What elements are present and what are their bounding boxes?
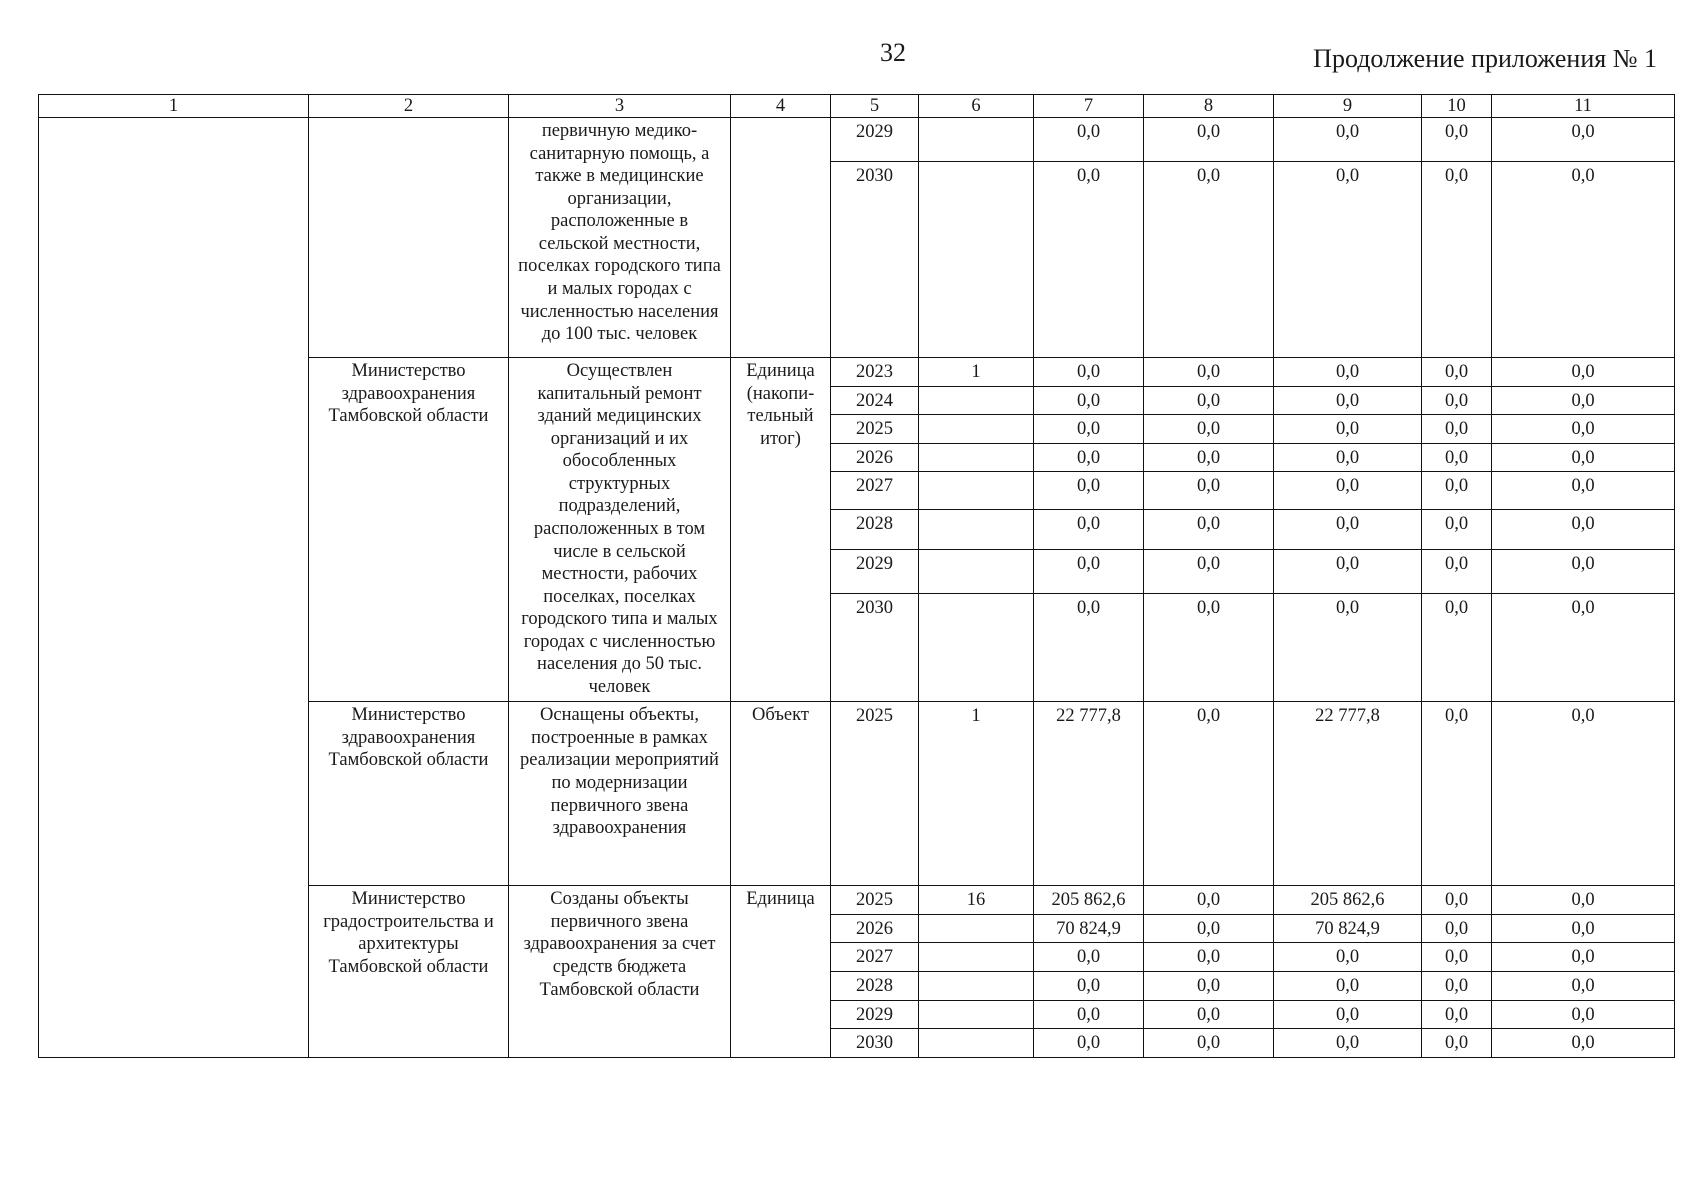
- value-cell-c7: 0,0: [1034, 1029, 1144, 1058]
- value-cell-c7: 205 862,6: [1034, 886, 1144, 915]
- value-cell-c10: 0,0: [1422, 1029, 1492, 1058]
- year-cell: 2029: [831, 118, 919, 162]
- value-cell-c7: 0,0: [1034, 358, 1144, 387]
- appendix-table: [38, 94, 1675, 1058]
- value-cell-c7: 0,0: [1034, 118, 1144, 162]
- value-cell-c6: [919, 943, 1034, 972]
- value-cell-c9: 0,0: [1274, 1000, 1422, 1029]
- column-header: 11: [1492, 95, 1675, 118]
- value-cell-c11: 0,0: [1492, 971, 1675, 1000]
- value-cell-c10: 0,0: [1422, 162, 1492, 358]
- responsible-organization-cell: Министерство градостроительства и архитектуры Тамбовской области: [309, 886, 509, 1057]
- value-cell-c7: 0,0: [1034, 415, 1144, 444]
- value-cell-c9: 0,0: [1274, 415, 1422, 444]
- column-header: 9: [1274, 95, 1422, 118]
- value-cell-c11: 0,0: [1492, 472, 1675, 510]
- value-cell-c9: 0,0: [1274, 550, 1422, 594]
- value-cell-c6: [919, 1000, 1034, 1029]
- value-cell-c9: 0,0: [1274, 386, 1422, 415]
- unit-cell: Единица: [731, 886, 831, 1057]
- column-header: 8: [1144, 95, 1274, 118]
- value-cell-c8: 0,0: [1144, 971, 1274, 1000]
- value-cell-c6: [919, 118, 1034, 162]
- year-cell: 2026: [831, 443, 919, 472]
- value-cell-c6: [919, 971, 1034, 1000]
- result-description-cell: первичную медико-санитарную помощь, а также в медицинские организации, расположенные в сельской местности, поселках городского типа и малых городах с численностью населения до 100 тыс. человек: [509, 118, 731, 358]
- value-cell-c8: 0,0: [1144, 472, 1274, 510]
- value-cell-c9: 0,0: [1274, 358, 1422, 387]
- value-cell-c6: 1: [919, 358, 1034, 387]
- year-cell: 2029: [831, 1000, 919, 1029]
- table-row: [39, 118, 1675, 162]
- year-cell: 2030: [831, 1029, 919, 1058]
- value-cell-c8: 0,0: [1144, 510, 1274, 550]
- column-header: 1: [39, 95, 309, 118]
- result-description-cell: Созданы объекты первичного звена здравоохранения за счет средств бюджета Тамбовской области: [509, 886, 731, 1057]
- value-cell-c11: 0,0: [1492, 443, 1675, 472]
- result-description-cell: Оснащены объекты, построенные в рамках реализации мероприятий по модернизации первичного звена здравоохранения: [509, 702, 731, 886]
- year-cell: 2027: [831, 943, 919, 972]
- value-cell-c7: 0,0: [1034, 510, 1144, 550]
- value-cell-c11: 0,0: [1492, 594, 1675, 702]
- value-cell-c9: 0,0: [1274, 443, 1422, 472]
- value-cell-c10: 0,0: [1422, 386, 1492, 415]
- column-header: 2: [309, 95, 509, 118]
- value-cell-c10: 0,0: [1422, 702, 1492, 886]
- value-cell-c11: 0,0: [1492, 510, 1675, 550]
- value-cell-c10: 0,0: [1422, 550, 1492, 594]
- value-cell-c6: [919, 550, 1034, 594]
- value-cell-c6: [919, 415, 1034, 444]
- value-cell-c8: 0,0: [1144, 118, 1274, 162]
- unit-cell: Объект: [731, 702, 831, 886]
- value-cell-c10: 0,0: [1422, 472, 1492, 510]
- value-cell-c8: 0,0: [1144, 550, 1274, 594]
- year-cell: 2025: [831, 702, 919, 886]
- column-header: 4: [731, 95, 831, 118]
- value-cell-c6: 1: [919, 702, 1034, 886]
- value-cell-c9: 0,0: [1274, 510, 1422, 550]
- value-cell-c8: 0,0: [1144, 1000, 1274, 1029]
- year-cell: 2026: [831, 914, 919, 943]
- value-cell-c9: 0,0: [1274, 943, 1422, 972]
- value-cell-c10: 0,0: [1422, 1000, 1492, 1029]
- column-header: 5: [831, 95, 919, 118]
- value-cell-c7: 0,0: [1034, 443, 1144, 472]
- value-cell-c6: [919, 1029, 1034, 1058]
- value-cell-c11: 0,0: [1492, 886, 1675, 915]
- value-cell-c6: [919, 510, 1034, 550]
- value-cell-c10: 0,0: [1422, 510, 1492, 550]
- value-cell-c10: 0,0: [1422, 886, 1492, 915]
- value-cell-c7: 70 824,9: [1034, 914, 1144, 943]
- responsible-organization-cell: [309, 118, 509, 358]
- value-cell-c8: 0,0: [1144, 886, 1274, 915]
- table-body: [39, 95, 1675, 1058]
- value-cell-c9: 205 862,6: [1274, 886, 1422, 915]
- appendix-continuation-title: Продолжение приложения № 1: [1313, 44, 1657, 73]
- value-cell-c9: 0,0: [1274, 472, 1422, 510]
- value-cell-c9: 0,0: [1274, 118, 1422, 162]
- column-header: 10: [1422, 95, 1492, 118]
- value-cell-c6: [919, 914, 1034, 943]
- value-cell-c10: 0,0: [1422, 971, 1492, 1000]
- column-header: 6: [919, 95, 1034, 118]
- value-cell-c11: 0,0: [1492, 415, 1675, 444]
- value-cell-c6: [919, 443, 1034, 472]
- value-cell-c11: 0,0: [1492, 1029, 1675, 1058]
- value-cell-c11: 0,0: [1492, 1000, 1675, 1029]
- value-cell-c7: 0,0: [1034, 386, 1144, 415]
- value-cell-c9: 0,0: [1274, 971, 1422, 1000]
- value-cell-c8: 0,0: [1144, 386, 1274, 415]
- value-cell-c7: 0,0: [1034, 162, 1144, 358]
- value-cell-c10: 0,0: [1422, 943, 1492, 972]
- value-cell-c8: 0,0: [1144, 1029, 1274, 1058]
- value-cell-c9: 0,0: [1274, 162, 1422, 358]
- year-cell: 2025: [831, 886, 919, 915]
- column-header-row: [39, 95, 1675, 118]
- value-cell-c10: 0,0: [1422, 415, 1492, 444]
- value-cell-c9: 0,0: [1274, 594, 1422, 702]
- value-cell-c11: 0,0: [1492, 118, 1675, 162]
- value-cell-c6: 16: [919, 886, 1034, 915]
- value-cell-c8: 0,0: [1144, 594, 1274, 702]
- value-cell-c7: 0,0: [1034, 594, 1144, 702]
- value-cell-c7: 0,0: [1034, 1000, 1144, 1029]
- value-cell-c6: [919, 472, 1034, 510]
- value-cell-c7: 22 777,8: [1034, 702, 1144, 886]
- value-cell-c6: [919, 162, 1034, 358]
- program-cell: [39, 118, 309, 1058]
- value-cell-c8: 0,0: [1144, 914, 1274, 943]
- value-cell-c8: 0,0: [1144, 162, 1274, 358]
- year-cell: 2028: [831, 510, 919, 550]
- value-cell-c6: [919, 594, 1034, 702]
- value-cell-c10: 0,0: [1422, 914, 1492, 943]
- value-cell-c10: 0,0: [1422, 358, 1492, 387]
- value-cell-c9: 70 824,9: [1274, 914, 1422, 943]
- value-cell-c11: 0,0: [1492, 550, 1675, 594]
- year-cell: 2023: [831, 358, 919, 387]
- column-header: 3: [509, 95, 731, 118]
- unit-cell: Единица (накопи-тельный итог): [731, 358, 831, 702]
- value-cell-c8: 0,0: [1144, 943, 1274, 972]
- value-cell-c11: 0,0: [1492, 702, 1675, 886]
- value-cell-c7: 0,0: [1034, 971, 1144, 1000]
- value-cell-c7: 0,0: [1034, 550, 1144, 594]
- year-cell: 2030: [831, 162, 919, 358]
- page-number: 32: [880, 38, 906, 67]
- value-cell-c7: 0,0: [1034, 472, 1144, 510]
- value-cell-c10: 0,0: [1422, 443, 1492, 472]
- value-cell-c8: 0,0: [1144, 702, 1274, 886]
- value-cell-c6: [919, 386, 1034, 415]
- result-description-cell: Осуществлен капитальный ремонт зданий медицинских организаций и их обособленных структурных подразделений, расположенных в том числе в сельской местности, рабочих поселках, поселках городского типа и малых городах с численностью населения до 50 тыс. человек: [509, 358, 731, 702]
- year-cell: 2029: [831, 550, 919, 594]
- column-header: 7: [1034, 95, 1144, 118]
- value-cell-c11: 0,0: [1492, 386, 1675, 415]
- responsible-organization-cell: Министерство здравоохранения Тамбовской области: [309, 358, 509, 702]
- value-cell-c8: 0,0: [1144, 358, 1274, 387]
- value-cell-c7: 0,0: [1034, 943, 1144, 972]
- value-cell-c8: 0,0: [1144, 443, 1274, 472]
- year-cell: 2028: [831, 971, 919, 1000]
- responsible-organization-cell: Министерство здравоохранения Тамбовской области: [309, 702, 509, 886]
- value-cell-c11: 0,0: [1492, 914, 1675, 943]
- value-cell-c9: 0,0: [1274, 1029, 1422, 1058]
- value-cell-c10: 0,0: [1422, 594, 1492, 702]
- year-cell: 2030: [831, 594, 919, 702]
- value-cell-c10: 0,0: [1422, 118, 1492, 162]
- year-cell: 2024: [831, 386, 919, 415]
- value-cell-c11: 0,0: [1492, 162, 1675, 358]
- year-cell: 2027: [831, 472, 919, 510]
- value-cell-c9: 22 777,8: [1274, 702, 1422, 886]
- year-cell: 2025: [831, 415, 919, 444]
- unit-cell: [731, 118, 831, 358]
- value-cell-c8: 0,0: [1144, 415, 1274, 444]
- value-cell-c11: 0,0: [1492, 943, 1675, 972]
- value-cell-c11: 0,0: [1492, 358, 1675, 387]
